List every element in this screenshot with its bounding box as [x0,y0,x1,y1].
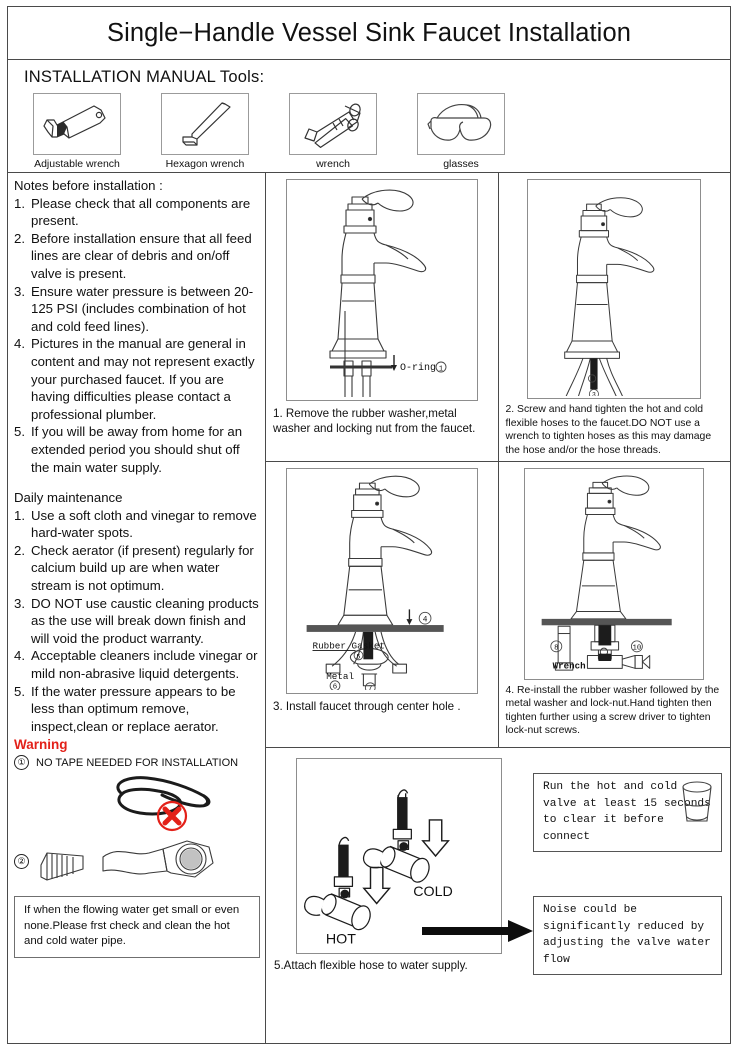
warning-item-1 [14,755,260,770]
step-1-caption: 1. Remove the rubber washer,metal washer and locking nut from the faucet. [273,407,476,436]
cold-label: COLD [413,883,453,900]
wrench-label: Wrench [552,660,586,672]
maintenance-heading: Daily maintenance [14,490,123,506]
note-text: Before installation ensure that all feed lines are clear of debris and on/off valve is present. [31,230,252,281]
tool-adjustable-wrench [22,93,132,170]
list-item: 1. Use a soft cloth and vinegar to remove hard-water spots. [14,507,257,541]
note-text: If you will be away from home for an extended period you should shut off the main water supply. [31,424,243,475]
step-2-figure [527,179,701,399]
tool-image-box [417,93,505,155]
list-item: 1. Please check that all components are present. [14,195,251,229]
list-item: 2. Before installation ensure that all feed lines are clear of debris and on/off valve is present. [14,230,252,281]
safety-glasses-icon [423,98,499,150]
list-item: 4. Pictures in the manual are general in content and may not represent exactly your purchased faucet. If you are having difficulties please contact a professional plumber. [14,336,255,422]
note-text: Pictures in the manual are general in content and may not represent exactly your purchased faucet. If you are having difficulties please contact a professional plumber. [31,336,255,422]
tool-glasses [406,93,516,170]
tool-wrench [278,93,388,170]
circled-6-label: 6 [332,683,337,690]
hot-label: HOT [325,931,356,948]
cup-icon [679,781,715,825]
step-4-figure [524,468,704,680]
body-grid [8,173,730,1043]
hose-connector-icon [37,833,247,889]
info-box-noise [533,896,722,975]
notes-column [8,173,266,1043]
warning-note-box [14,896,260,958]
warning-note-text: If when the flowing water get small or even none.Please frst check and clean the hot and cold water pipe. [24,904,240,948]
info-box-run-valve [533,773,722,852]
notes-heading: Notes before installation : [14,178,163,193]
maintenance-text: If the water pressure appears to be less than optimum remove, inspect,clean or replace aerator. [31,683,236,734]
faucet-hoses-attached-icon [530,182,698,396]
rubber-gasket-label: Rubber Gasket [312,640,385,652]
circled-4-label: 4 [422,615,428,625]
list-item: 3. Ensure water pressure is between 20-125 PSI (includes combination of hot and cold feed lines). [14,283,254,334]
steps-row-1 [266,173,730,462]
steps-row-3 [266,748,730,1043]
info-box-run-valve-text: Run the hot and cold valve at least 15 seconds to clear it before connect [543,781,711,843]
maintenance-text: Acceptable cleaners include vinegar or mild non-abrasive liquid detergents. [31,648,258,682]
list-item: 3. DO NOT use caustic cleaning products as the use will break down finish and will void the product warranty. [14,595,259,646]
warning-item-1-text: NO TAPE NEEDED FOR INSTALLATION [36,756,239,769]
title-bar [8,7,730,60]
maintenance-text: DO NOT use caustic cleaning products as the use will break down finish and will void the product warranty. [31,595,259,646]
step-5-caption: 5.Attach flexible hose to water supply. [274,959,468,972]
metal-label: Metal [325,670,354,682]
adjustable-wrench-icon [38,98,116,150]
step-3-figure [286,468,478,694]
tool-image-box [289,93,377,155]
list-item: 5. If you will be away from home for an extended period you should shut off the main water supply. [14,424,243,475]
warning-title: Warning [14,737,68,753]
circled-5-label: 5 [356,653,361,662]
tool-label: Adjustable wrench [34,158,120,170]
faucet-with-hoses-icon [290,183,474,397]
tool-label: Hexagon wrench [165,158,245,170]
step-4 [499,462,731,747]
step-3 [266,462,499,747]
step-2-caption: 2. Screw and hand tighten the hot and cold flexible hoses to the faucet.DO NOT use a wrench to tighten hoses as this may damage the hose and/or the hose threads. [505,404,712,456]
list-item: 5. If the water pressure appears to be less than optimum remove, inspect,clean or replace aerator. [14,683,236,734]
faucet-through-hole-icon [289,472,475,690]
circled-10-label: 10 [632,644,642,653]
circled-3-label: 3 [592,391,597,397]
note-text: Please check that all components are present. [31,195,251,229]
warning-item-2 [14,832,260,890]
step-2 [499,173,731,461]
tools-section [8,60,730,173]
circled-number-1-icon: ① [14,755,29,770]
hexagon-wrench-icon [174,98,236,150]
step-5 [274,755,520,1037]
no-tape-icon [14,772,258,832]
circled-1-label: 1 [438,365,443,374]
steps-row-2 [266,462,730,748]
tools-heading: INSTALLATION MANUAL Tools: [24,68,265,86]
maintenance-text: Use a soft cloth and vinegar to remove hard-water spots. [31,507,257,541]
step-1-figure [286,179,478,401]
o-ring-label: O-ring [399,363,436,374]
lock-nut-tighten-icon [527,472,701,676]
circled-number-2-icon: ② [14,854,29,869]
info-box-noise-text: Noise could be significantly reduced by adjusting the valve water flow [543,904,711,966]
tool-label: glasses [443,158,479,170]
page-title: Single−Handle Vessel Sink Faucet Installation [106,18,632,47]
steps-column [266,173,730,1043]
tool-image-box [33,93,121,155]
notes-list [14,195,260,477]
spacer [14,476,260,489]
step-4-caption: 4. Re-install the rubber washer followed by the metal washer and lock-nut.Hand tighten then tighten further using a screw driver to tighten lock-nut screws. [505,685,720,737]
step-3-caption: 3. Install faucet through center hole . [273,700,461,713]
step-1 [266,173,499,461]
note-text: Ensure water pressure is between 20-125 PSI (includes combination of hot and cold feed lines). [31,283,254,334]
arrow-right-icon [422,919,534,943]
tool-hexagon-wrench [150,93,260,170]
circled-7-label: 7 [367,685,373,690]
tape-warning-figure [14,772,260,832]
tools-row [22,93,730,170]
maintenance-text: Check aerator (if present) regularly for calcium build up are when water stream is not optimum. [31,542,254,594]
list-item: 4. Acceptable cleaners include vinegar or mild non-abrasive liquid detergents. [14,648,258,682]
tool-image-box [161,93,249,155]
info-boxes [520,755,722,1037]
circled-8-label: 8 [554,644,559,653]
tool-label: wrench [316,158,350,170]
page-frame [7,6,731,1044]
list-item: 2. Check aerator (if present) regularly for calcium build up are when water stream is not optimum. [14,542,254,594]
maintenance-list [14,507,260,736]
wrench-icon [297,98,369,150]
